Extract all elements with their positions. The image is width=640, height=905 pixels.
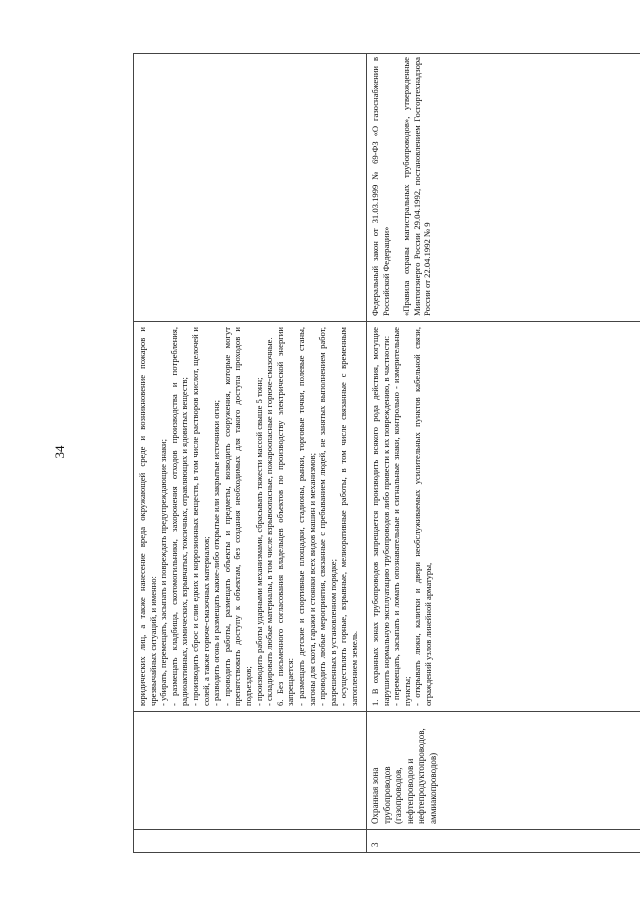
restriction-line: - размещать детские и спортивные площадки, стадионы, рынки, торговые точки, полевые станы, загоны для скота, гаражи и стоянки всех видов машин и механизмов; [295, 327, 317, 706]
restriction-line: 6. Без письменного согласования владельцев объектов по производству электрической энергии запрещается: [274, 327, 296, 706]
page-number: 34 [52, 445, 67, 459]
row-number-cell [367, 830, 640, 852]
restriction-line: - убирать, перемещать, засыпать и повреждать предупреждающие знаки; [158, 438, 169, 706]
restrictions-table [133, 53, 640, 853]
restriction-line: юридических лиц, а также нанесение вреда окружающей среде и возникновение пожаров и чрезвычайных ситуаций, и именно: [137, 327, 158, 706]
table-row-continued [134, 54, 366, 852]
legal-reference: Федеральный закон от 31.03.1999 № 69-ФЗ «О газоснабжении в Российской Федерации» [370, 57, 391, 316]
zone-name: Охранная зона трубопроводов (газопроводов, нефтепроводов и нефтепродуктопроводов, аммиакопроводов) [370, 728, 438, 824]
restriction-line: - осуществлять горные, взрывные, мелиоративные работы, в том числе связанные с временным затоплением земель. [338, 327, 359, 706]
restrictions-cell [134, 322, 366, 712]
references-cell [134, 52, 366, 322]
restriction-line: - разводить огонь и размещать какие-либо открытые или закрытые источники огня; [211, 400, 222, 706]
restriction-line: 1. В охранных зонах трубопроводов запрещается производить всякого рода действия, могущие нарушить нормальную эксплуатацию трубопроводов либо привести к их повреждению, в частности: [370, 327, 391, 706]
restriction-line: - проводить любые мероприятия, связанные с пребыванием людей, не занятых выполнением работ, разрешенных в установленном порядке; [317, 327, 338, 706]
restriction-line: - открывать люки, калитки и двери необслуживаемых усилительных пунктов кабельной связи, ограждений узлов линейной арматуры, [412, 327, 433, 706]
restriction-line: - производить сброс и слив едких и коррозионных веществ, в том числе растворов кислот, щелочей и солей, а также горюче-смазочных материалов; [189, 327, 211, 706]
zone-name-cell [134, 712, 366, 830]
row-number-cell [134, 830, 366, 852]
restriction-line: - проводить работы, размещать объекты и предметы, возводить сооружения, которые могут препятствовать доступу к объектам, без создания необходимых для такого доступа проходов и подъездов; [221, 327, 253, 706]
row-number: 3 [370, 842, 380, 847]
restriction-line: - перемещать, засыпать и ломать опознавательные и сигнальные знаки, контрольно - измерительные пункты; [391, 327, 412, 706]
zone-name-cell [367, 712, 640, 830]
restriction-line: - производить работы ударными механизмами, сбрасывать тяжести массой свыше 5 тонн; [253, 377, 264, 706]
restriction-line: - складировать любые материалы, в том числе взрывоопасные, пожароопасные и горюче-смазочные. [264, 337, 275, 706]
restrictions-cell [367, 322, 640, 712]
table-row-3 [366, 54, 640, 852]
legal-reference: «Правила охраны магистральных трубопроводов», утвержденные Минтопэнерго России 29.04.1992, постановлением Госгортехнадзора России от 22.04.1992 № 9 [401, 57, 433, 316]
references-cell [367, 52, 640, 322]
restriction-line: - размещать кладбища, скотомогильники, захоронения отходов производства и потребления, радиоактивных, химических, взрывчатых, токсичных, отравляющих и ядовитых веществ; [168, 327, 190, 706]
